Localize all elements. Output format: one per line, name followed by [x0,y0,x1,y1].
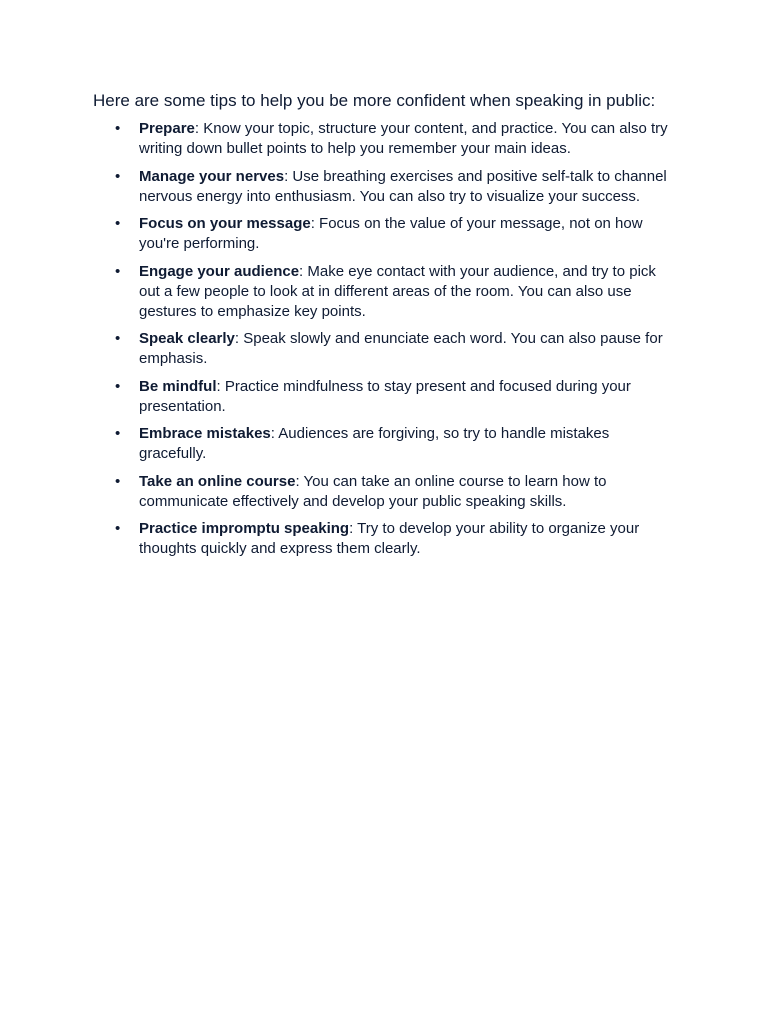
bullet-icon: • [115,120,121,137]
tip-term: Focus on your message [139,215,311,232]
tip-item-be-mindful [93,377,679,417]
tip-term: Be mindful [139,377,217,395]
tip-item-manage-nerves [93,167,679,207]
tip-text: : Make eye contact with your audience, and try to pick out a few people to look at in different areas of the room. You can also use gestures to emphasize key points. [139,262,656,320]
tip-item-embrace-mistakes [93,424,679,464]
tip-term: Prepare [139,120,195,137]
bullet-icon: • [115,215,121,232]
intro-paragraph: Here are some tips to help you be more confident when speaking in public: [93,91,656,110]
tip-term: Embrace mistakes [139,425,271,442]
tip-term: Manage your nerves [139,167,285,185]
tip-item-engage-audience [93,262,679,322]
bullet-icon: • [115,262,121,280]
tip-item-online-course [93,472,679,512]
bullet-icon: • [115,167,121,185]
tip-text: : Try to develop your ability to organize your thoughts quickly and express them clearly. [139,520,640,557]
tip-text: : Know your topic, structure your content, and practice. You can also try writing down bullet points to help you remember your main ideas. [139,120,668,157]
bullet-icon: • [115,425,121,442]
bullet-icon: • [115,472,121,490]
tip-text: : Practice mindfulness to stay present and focused during your presentation. [139,377,631,415]
tip-text: : Use breathing exercises and positive self-talk to channel nervous energy into enthusiasm. You can also try to visualize your success. [139,167,667,205]
tip-term: Engage your audience [139,262,300,280]
document-page [93,90,693,567]
tip-item-speak-clearly [93,329,679,369]
tip-term: Take an online course [139,472,296,490]
tip-text: : Focus on the value of your message, not on how you're performing. [139,215,643,252]
bullet-icon: • [115,377,121,395]
tip-text: : Audiences are forgiving, so try to handle mistakes gracefully. [139,425,610,462]
tips-list [93,119,693,559]
tip-text: : Speak slowly and enunciate each word. You can also pause for emphasis. [139,330,663,367]
tip-item-focus-message [93,214,679,254]
bullet-icon: • [115,330,121,347]
tip-item-prepare [93,119,679,159]
tip-term: Speak clearly [139,330,235,347]
bullet-icon: • [115,520,121,537]
tip-item-impromptu-speaking [93,519,679,559]
tip-text: : You can take an online course to learn how to communicate effectively and develop your public speaking skills. [139,472,607,510]
tip-term: Practice impromptu speaking [139,520,350,537]
